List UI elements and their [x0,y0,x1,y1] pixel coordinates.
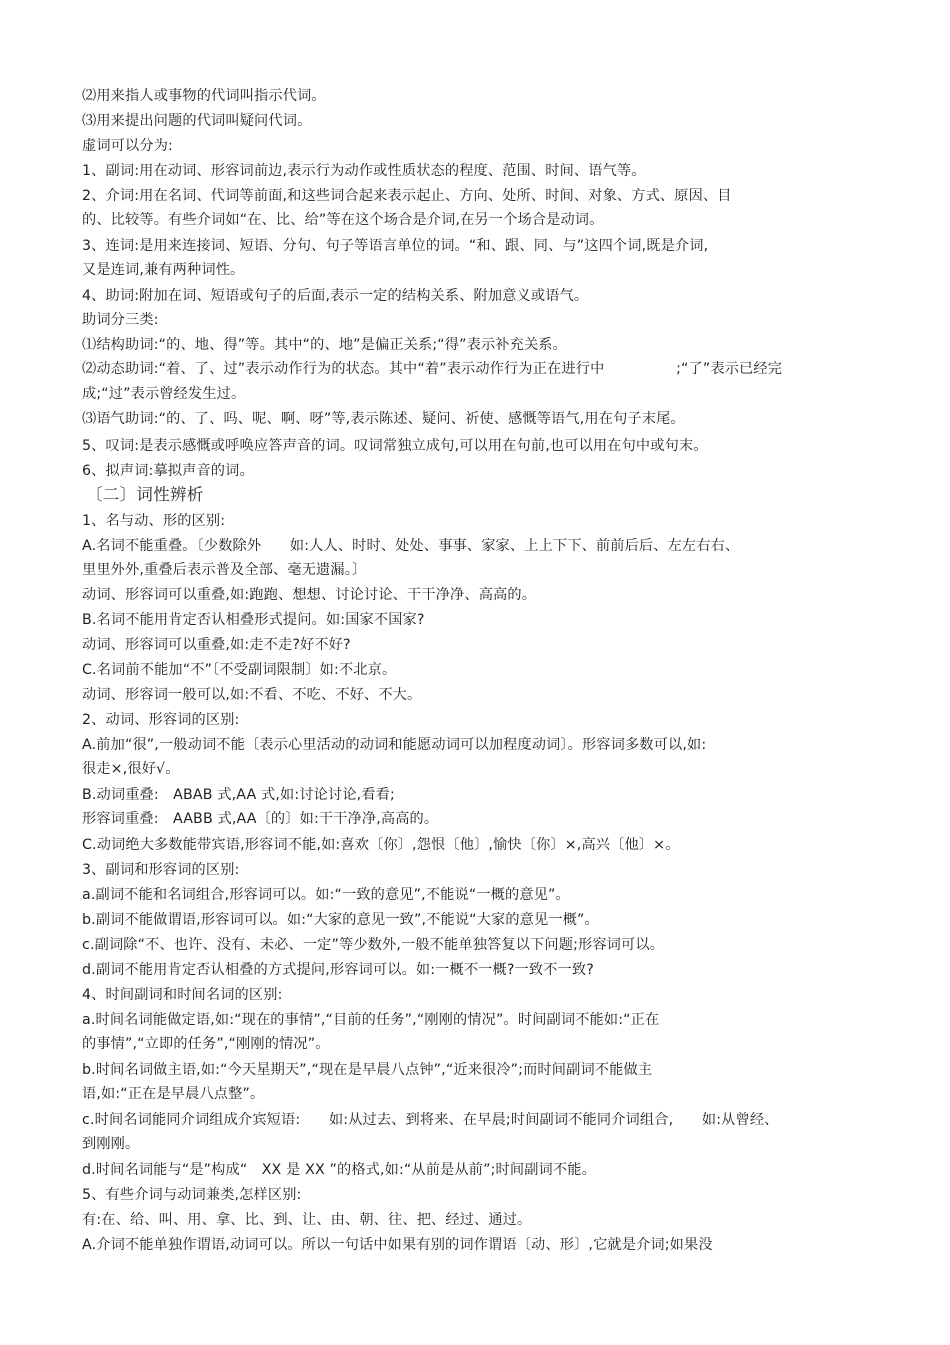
text-line: C.动词绝大多数能带宾语,形容词不能,如:喜欢〔你〕,怨恨〔他〕,愉快〔你〕×,高兴〔他〕×。 [82,837,680,853]
text-line: a.副词不能和名词组合,形容词可以。如:“一致的意见”,不能说“一概的意见”。 [82,887,570,903]
text-line: 5、叹词:是表示感慨或呼唤应答声音的词。叹词常独立成句,可以用在句前,也可以用在句中或句末。 [82,438,708,454]
text-line: ⑴结构助词:“的、地、得”等。其中“的、地”是偏正关系;“得”表示补充关系。 [82,337,567,353]
text-line: B.名词不能用肯定否认相叠形式提问。如:国家不国家? [82,612,425,628]
text-line: A.前加“很”,一般动词不能〔表示心里活动的动词和能愿动词可以加程度动词〕。形容词多数可以,如: [82,737,707,753]
text-line: 4、助词:附加在词、短语或句子的后面,表示一定的结构关系、附加意义或语气。 [82,288,589,304]
text-line: 虚词可以分为: [82,138,173,154]
text-line: 的事情”,“立即的任务”,“刚刚的情况”。 [82,1036,330,1052]
text-line: 有:在、给、叫、用、拿、比、到、让、由、朝、往、把、经过、通过。 [82,1212,532,1228]
text-line: B.动词重叠: ABAB 式,AA 式,如:讨论讨论,看看; [82,787,395,803]
text-line: 语,如:“正在是早晨八点整”。 [82,1086,265,1102]
section-heading: 〔二〕词性辨析 [86,485,204,504]
text-line: b.时间名词做主语,如:“今天星期天”,“现在是早晨八点钟”,“近来很冷”;而时间副词不能做主 [82,1062,653,1078]
text-line: 又是连词,兼有两种词性。 [82,262,245,278]
text-line: d.时间名词能与“是”构成“ XX 是 XX ”的格式,如:“从前是从前”;时间副词不能。 [82,1162,596,1178]
text-line: 形容词重叠: AABB 式,AA〔的〕如:干干净净,高高的。 [82,811,439,827]
text-line: 动词、形容词可以重叠,如:走不走?好不好? [82,637,351,653]
text-line: 6、拟声词:摹拟声音的词。 [82,463,254,479]
text-line: A.名词不能重叠。〔少数除外 如:人人、时时、处处、事事、家家、上上下下、前前后后、左左右右、 [82,538,740,554]
text-line: 的、比较等。有些介词如“在、比、给”等在这个场合是介词,在另一个场合是动词。 [82,212,604,228]
text-line: 3、副词和形容词的区别: [82,862,240,878]
text-line: 动词、形容词可以重叠,如:跑跑、想想、讨论讨论、干干净净、高高的。 [82,587,537,603]
text-line: ⑵用来指人或事物的代词叫指示代词。 [82,88,326,104]
text-line: b.副词不能做谓语,形容词可以。如:“大家的意见一致”,不能说“大家的意见一概”。 [82,912,599,928]
text-line: a.时间名词能做定语,如:“现在的事情”,“目前的任务”,“刚刚的情况”。时间副词不能如:“正在 [82,1012,660,1028]
text-line: A.介词不能单独作谓语,动词可以。所以一句话中如果有别的词作谓语〔动、形〕,它就是介词;如果没 [82,1237,713,1253]
text-line: 动词、形容词一般可以,如:不看、不吃、不好、不大。 [82,687,422,703]
text-line: c.副词除“不、也许、没有、未必、一定”等少数外,一般不能单独答复以下问题;形容词可以。 [82,937,665,953]
text-line: ⑶语气助词:“的、了、吗、呢、啊、呀”等,表示陈述、疑问、祈使、感慨等语气,用在句子末尾。 [82,411,685,427]
text-line: c.时间名词能同介词组成介宾短语: 如:从过去、到将来、在早晨;时间副词不能同介词组合, 如:从曾经、 [82,1112,779,1128]
text-line: 助词分三类: [82,312,159,328]
text-line: 1、名与动、形的区别: [82,513,226,529]
text-line: 4、时间副词和时间名词的区别: [82,987,283,1003]
text-line: 里里外外,重叠后表示普及全部、毫无遗漏。〕 [82,562,367,578]
text-line: 3、连词:是用来连接词、短语、分句、句子等语言单位的词。“和、跟、同、与”这四个词,既是介词, [82,238,709,254]
text-line: 成;“过”表示曾经发生过。 [82,386,246,402]
text-line: 1、副词:用在动词、形容词前边,表示行为动作或性质状态的程度、范围、时间、语气等。 [82,163,646,179]
text-line: 5、有些介词与动词兼类,怎样区别: [82,1187,302,1203]
text-line: C.名词前不能加“不”〔不受副词限制〕如:不北京。 [82,662,397,678]
text-line: d.副词不能用肯定否认相叠的方式提问,形容词可以。如:一概不一概?一致不一致? [82,962,594,978]
text-line: 到刚刚。 [82,1136,140,1152]
text-line: 2、介词:用在名词、代词等前面,和这些词合起来表示起止、方向、处所、时间、对象、方式、原因、目 [82,188,732,204]
text-line: 2、动词、形容词的区别: [82,712,240,728]
text-line: ⑵动态助词:“着、了、过”表示动作行为的状态。其中“着”表示动作行为正在进行中 ;“了”表示已经完 [82,361,783,377]
text-line: ⑶用来提出问题的代词叫疑问代词。 [82,113,312,129]
text-line: 很走×,很好√。 [82,761,180,777]
